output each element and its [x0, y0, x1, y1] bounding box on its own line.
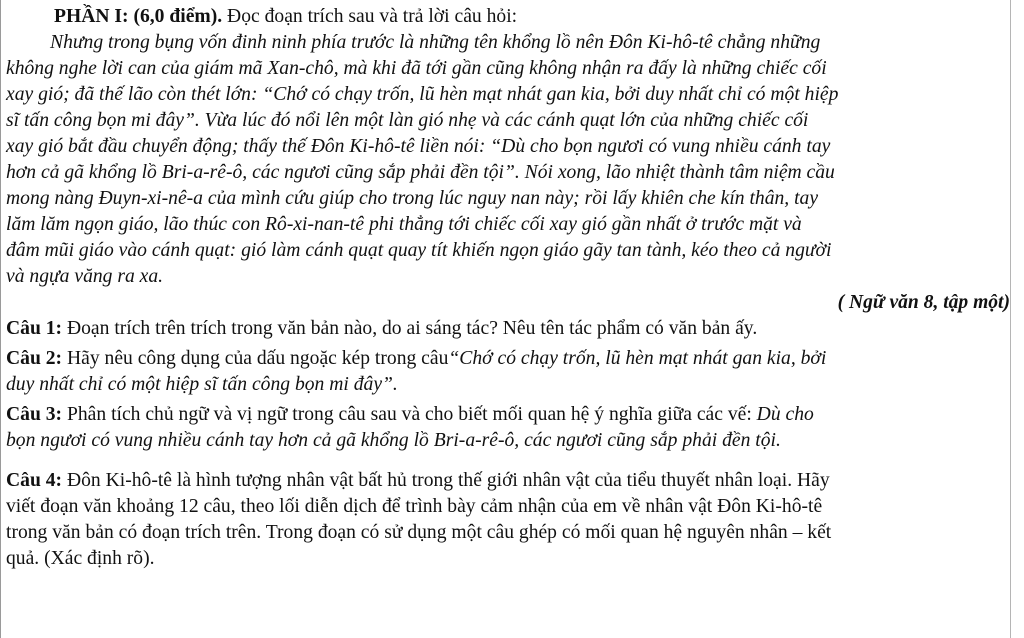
question-3-quote-part2: bọn ngươi có vung nhiều cánh tay hơn cả gã khổng lồ Bri-a-rê-ô, các ngươi cũng sắp phải đền tội.	[6, 430, 781, 451]
passage-line-10: và ngựa văng ra xa.	[6, 266, 164, 287]
question-3	[6, 402, 1012, 454]
passage-line-5: xay gió bắt đầu chuyển động; thấy thế Đôn Ki-hô-tê liền nói: “Dù cho bọn ngươi có vung nhiều cánh tay	[6, 136, 831, 157]
part-instruction: Đọc đoạn trích sau và trả lời câu hỏi:	[222, 6, 518, 27]
question-1	[6, 316, 1012, 342]
question-2-text: Hãy nêu công dụng của dấu ngoặc kép trong câu	[62, 348, 449, 369]
question-2-quote-part2: duy nhất chỉ có một hiệp sĩ tấn công bọn mi đây”.	[6, 374, 398, 395]
question-4-text-line2: viết đoạn văn khoảng 12 câu, theo lối diễn dịch để trình bày cảm nhận của em về nhân vật Đôn Ki-hô-tê	[6, 496, 823, 517]
passage-line-7: mong nàng Đuyn-xi-nê-a của mình cứu giúp cho trong lúc nguy nan này; rồi lấy khiên che kín thân, tay	[6, 188, 819, 209]
question-2-quote-part1: “Chớ có chạy trốn, lũ hèn mạt nhát gan kia, bởi	[448, 348, 827, 369]
passage-line-9: đâm mũi giáo vào cánh quạt: gió làm cánh quạt quay tít khiến ngọn giáo gãy tan tành, kéo theo cả người	[6, 240, 832, 261]
question-4-text-line1: Đôn Ki-hô-tê là hình tượng nhân vật bất hủ trong thế giới nhân vật của tiểu thuyết nhân loại. Hãy	[62, 470, 830, 491]
question-3-quote-part1: Dù cho	[756, 404, 814, 425]
passage-line-6: hơn cả gã khổng lồ Bri-a-rê-ô, các ngươi cũng sắp phải đền tội”. Nói xong, lão nhiệt thành tâm niệm cầu	[6, 162, 835, 183]
part-heading	[6, 4, 1012, 30]
passage	[6, 30, 1012, 316]
question-3-label: Câu 3:	[6, 404, 63, 425]
passage-source: ( Ngữ văn 8, tập một)	[837, 292, 1010, 313]
passage-line-3: xay gió; đã thế lão còn thét lớn: “Chớ có chạy trốn, lũ hèn mạt nhát gan kia, bởi duy nhất chỉ có một hiệp	[6, 84, 839, 105]
question-3-text: Phân tích chủ ngữ và vị ngữ trong câu sau và cho biết mối quan hệ ý nghĩa giữa các vế:	[62, 404, 757, 425]
question-1-text: Đoạn trích trên trích trong văn bản nào, do ai sáng tác? Nêu tên tác phẩm có văn bản ấy.	[62, 318, 758, 339]
document-content	[6, 4, 1012, 572]
passage-line-1: Nhưng trong bụng vốn đinh ninh phía trước là những tên khổng lồ nên Đôn Ki-hô-tê chẳng những	[50, 32, 821, 53]
passage-line-2: không nghe lời can của giám mã Xan-chô, mà khi đã tới gần cũng không nhận ra đấy là những chiếc cối	[6, 58, 827, 79]
passage-line-4: sĩ tấn công bọn mi đây”. Vừa lúc đó nổi lên một làn gió nhẹ và các cánh quạt lớn của những chiếc cối	[6, 110, 809, 131]
question-4	[6, 468, 1012, 572]
question-4-label: Câu 4:	[6, 470, 63, 491]
part-label: PHẦN I: (6,0 điểm).	[54, 6, 223, 27]
passage-line-8: lăm lăm ngọn giáo, lão thúc con Rô-xi-nan-tê phi thẳng tới chiếc cối xay gió gần nhất ở trước mặt và	[6, 214, 802, 235]
page-left-border	[0, 0, 1, 638]
question-2	[6, 346, 1012, 398]
question-4-text-line4: quả. (Xác định rõ).	[6, 548, 155, 569]
question-2-label: Câu 2:	[6, 348, 63, 369]
question-1-label: Câu 1:	[6, 318, 63, 339]
question-4-text-line3: trong văn bản có đoạn trích trên. Trong đoạn có sử dụng một câu ghép có mối quan hệ nguyên nhân – kết	[6, 522, 832, 543]
